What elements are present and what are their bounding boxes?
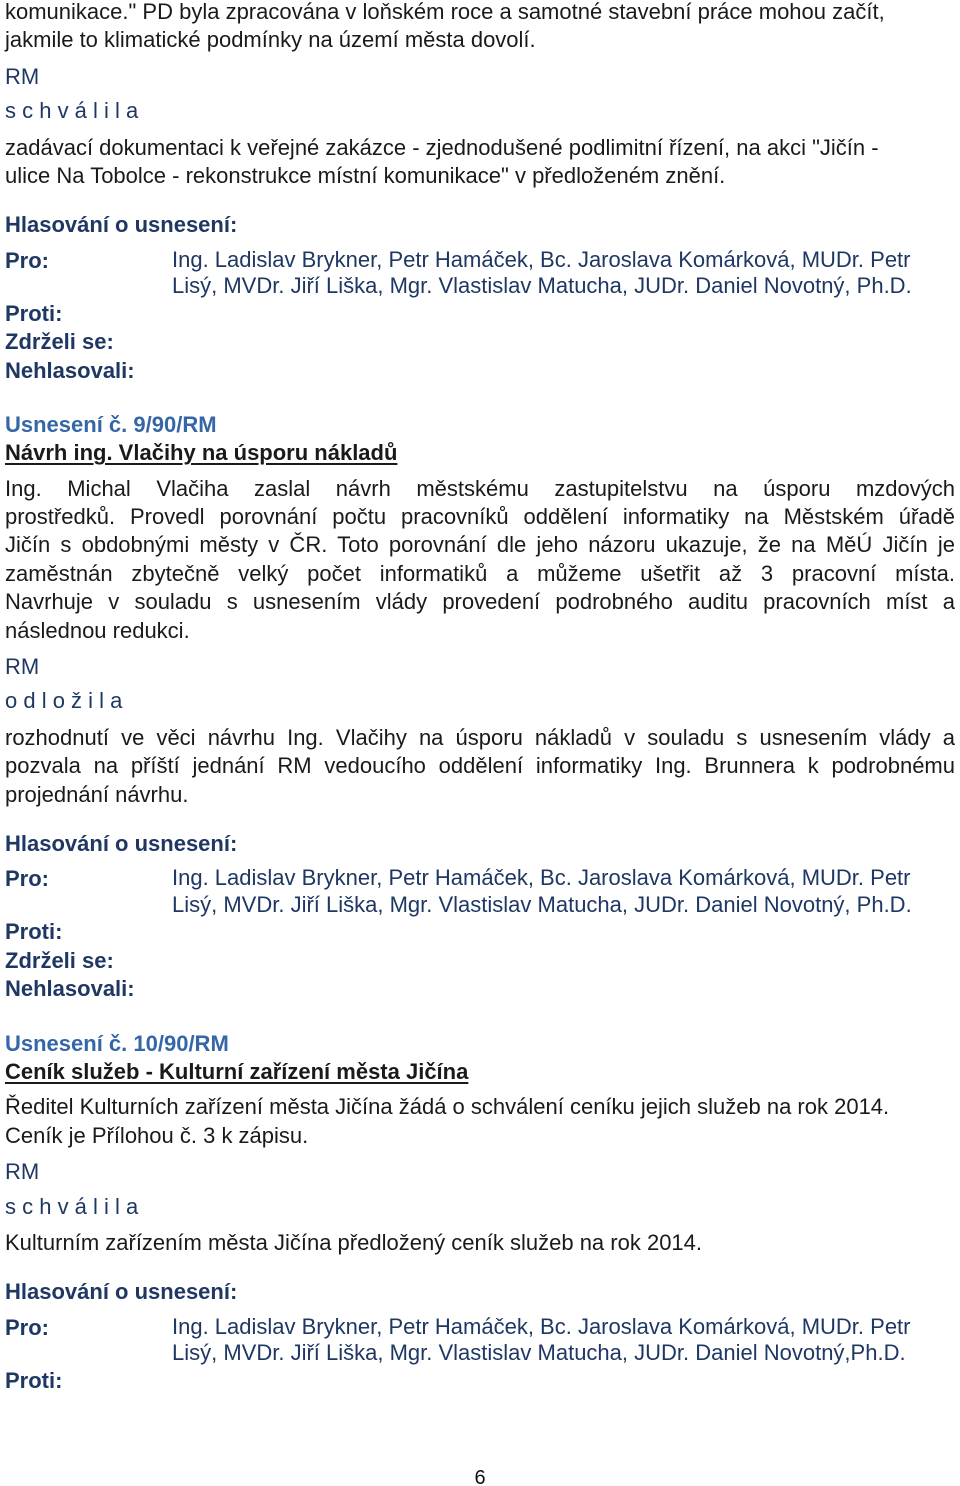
body-text	[5, 1093, 955, 1150]
decision-verb: o d l o ž i l a	[5, 688, 123, 714]
vote-label-pro: Pro:	[5, 247, 49, 273]
decision-text-line: ulice Na Tobolce - rekonstrukce místní komunikace" v předloženém znění.	[5, 162, 726, 188]
body-text-line: jakmile to klimatické podmínky na území města dovolí.	[5, 27, 536, 53]
decision-text	[5, 724, 955, 809]
resolution-number: Usnesení č. 9/90/RM	[5, 411, 217, 437]
vote-table	[5, 865, 955, 1003]
decision-text-line: rozhodnutí ve věci návrhu Ing. Vlačihy na úsporu nákladů v souladu s usnesením vlády a	[5, 724, 955, 750]
vote-row-abstained	[5, 947, 955, 975]
vote-row-not-voted	[5, 975, 955, 1003]
decision-text-line: zadávací dokumentaci k veřejné zakázce - zjednodušené podlimitní řízení, na akci "Jičín -	[5, 134, 879, 160]
vote-section	[5, 211, 955, 385]
vote-label-proti: Proti:	[5, 1367, 63, 1393]
body-text-line: Ceník je Přílohou č. 3 k zápisu.	[5, 1122, 309, 1148]
vote-row-proti	[5, 1367, 955, 1395]
vote-section	[5, 830, 955, 1004]
vote-heading: Hlasování o usnesení:	[5, 1279, 238, 1305]
body-text-line: komunikace." PD byla zpracována v loňském roce a samotné stavební práce mohou začít,	[5, 0, 885, 24]
decision-text-line: pozvala na příští jednání RM vedoucího oddělení informatiky Ing. Brunnera k podrobnému	[5, 753, 955, 779]
voter-names-line: Lisý, MVDr. Jiří Liška, Mgr. Vlastislav Matucha, JUDr. Daniel Novotný,Ph.D.	[172, 1340, 906, 1366]
council-label: RM	[5, 1159, 40, 1185]
voter-names-line: Ing. Ladislav Brykner, Petr Hamáček, Bc. Jaroslava Komárková, MUDr. Petr	[172, 1313, 911, 1339]
vote-label-not-voted: Nehlasovali:	[5, 357, 135, 383]
body-text	[5, 475, 955, 645]
vote-row-proti	[5, 300, 955, 328]
vote-names-pro	[172, 865, 955, 918]
vote-label-pro: Pro:	[5, 866, 49, 892]
vote-row-pro	[5, 247, 955, 300]
decision-text	[5, 1229, 955, 1257]
resolution-title: Ceník služeb - Kulturní zařízení města Jičína	[5, 1058, 469, 1084]
continued-resolution	[5, 0, 955, 385]
decision-text	[5, 134, 955, 191]
body-text-line: Ing. Michal Vlačiha zaslal návrh městskému zastupitelstvu na úsporu mzdových	[5, 475, 955, 501]
vote-row-abstained	[5, 328, 955, 356]
vote-label-proti: Proti:	[5, 919, 63, 945]
resolution-title: Návrh ing. Vlačihy na úsporu nákladů	[5, 440, 398, 466]
vote-label-pro: Pro:	[5, 1314, 49, 1340]
vote-names-pro	[172, 247, 955, 300]
vote-label-abstained: Zdrželi se:	[5, 947, 114, 973]
vote-table	[5, 247, 955, 385]
body-text-line: Ředitel Kulturních zařízení města Jičína žádá o schválení ceníku jejich služeb na rok 2014.	[5, 1094, 890, 1120]
voter-names-line: Ing. Ladislav Brykner, Petr Hamáček, Bc. Jaroslava Komárková, MUDr. Petr	[172, 865, 911, 891]
resolution-number: Usnesení č. 10/90/RM	[5, 1030, 229, 1056]
voter-names-line: Ing. Ladislav Brykner, Petr Hamáček, Bc. Jaroslava Komárková, MUDr. Petr	[172, 246, 911, 272]
vote-row-pro	[5, 1314, 955, 1367]
vote-row-pro	[5, 865, 955, 918]
body-text	[5, 0, 955, 55]
vote-heading: Hlasování o usnesení:	[5, 212, 238, 238]
voter-names-line: Lisý, MVDr. Jiří Liška, Mgr. Vlastislav Matucha, JUDr. Daniel Novotný, Ph.D.	[172, 891, 912, 917]
decision-text-line: Kulturním zařízením města Jičína předložený ceník služeb na rok 2014.	[5, 1229, 703, 1255]
council-label: RM	[5, 654, 40, 680]
vote-label-not-voted: Nehlasovali:	[5, 976, 135, 1002]
vote-row-proti	[5, 918, 955, 946]
vote-names-pro	[172, 1314, 955, 1367]
vote-heading: Hlasování o usnesení:	[5, 830, 238, 856]
resolution-9-90	[5, 411, 955, 1004]
voter-names-line: Lisý, MVDr. Jiří Liška, Mgr. Vlastislav Matucha, JUDr. Daniel Novotný, Ph.D.	[172, 273, 912, 299]
body-text-line: následnou redukci.	[5, 617, 190, 643]
vote-label-proti: Proti:	[5, 300, 63, 326]
decision-verb: s c h v á l i l a	[5, 98, 139, 124]
vote-label-abstained: Zdrželi se:	[5, 329, 114, 355]
decision-text-line: projednání návrhu.	[5, 781, 189, 807]
document-content	[5, 0, 955, 1395]
body-text-line: Jičín s obdobnými městy v ČR. Toto porovnání dle jeho názoru ukazuje, že na MěÚ Jičín je	[5, 532, 955, 558]
body-text-line: prostředků. Provedl porovnání počtu pracovníků oddělení informatiky na Městském úřadě	[5, 504, 955, 530]
page-number: 6	[474, 1467, 486, 1486]
body-text-line: zaměstnán zbytečně velký počet informatiků a můžeme ušetřit až 3 pracovní místa.	[5, 560, 955, 586]
body-text-line: Navrhuje v souladu s usnesením vlády provedení podrobného auditu pracovních míst a	[5, 589, 955, 615]
council-label: RM	[5, 63, 40, 89]
decision-verb: s c h v á l i l a	[5, 1193, 139, 1219]
resolution-10-90	[5, 1030, 955, 1396]
vote-section	[5, 1278, 955, 1395]
vote-row-not-voted	[5, 357, 955, 385]
vote-table	[5, 1314, 955, 1395]
